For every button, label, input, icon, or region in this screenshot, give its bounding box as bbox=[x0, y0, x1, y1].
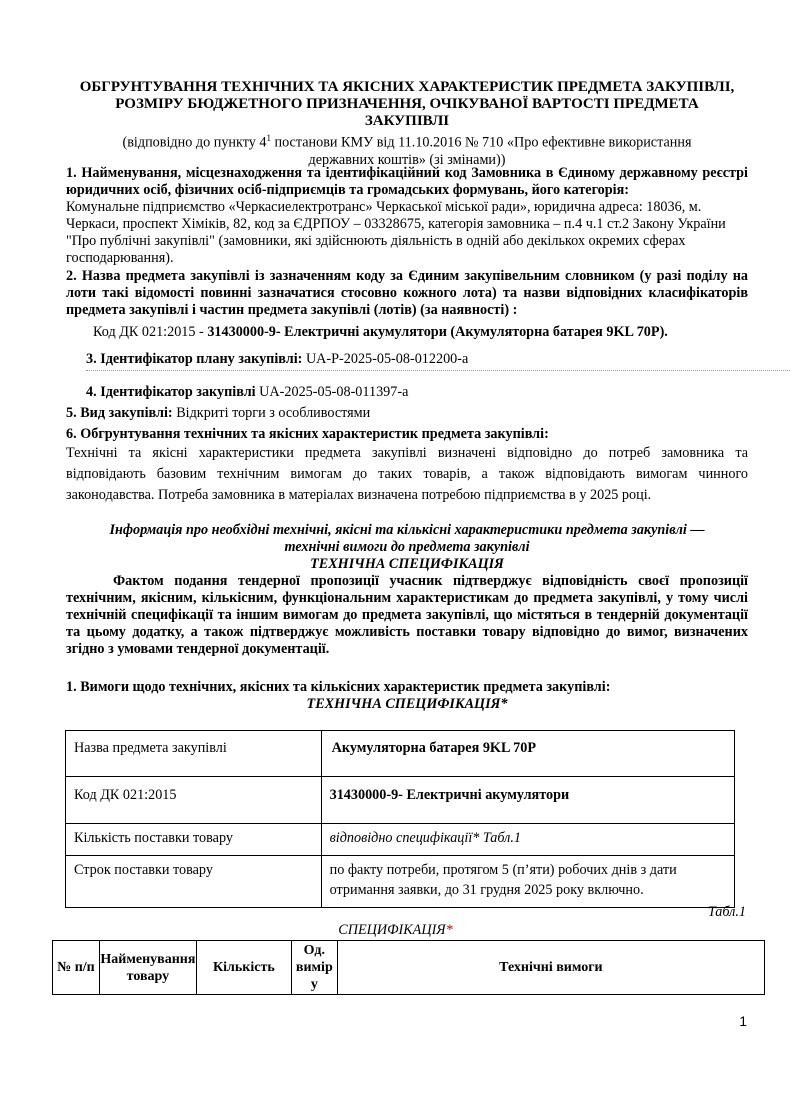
procurement-type-value: Відкриті торги з особливостями bbox=[176, 405, 371, 421]
specification-star: * bbox=[445, 922, 453, 938]
section-3 bbox=[86, 351, 790, 371]
section-4 bbox=[86, 384, 408, 401]
subtitle-text: (відповідно до пункту 4 bbox=[122, 134, 267, 151]
table-reference: Табл.1 bbox=[707, 904, 746, 920]
procurement-type-label: 5. Вид закупівлі: bbox=[66, 405, 177, 421]
subtitle-line: державних коштів» (зі змінами)) bbox=[308, 151, 506, 168]
section-2-heading: 2. Назва предмета закупівлі із зазначенням коду за Єдиним закупівельним словником (у разі поділу на лоти такі відомості повинні зазначатися стосовно кожного лота) та назви відповідних класифікаторів предмета закупівлі і частин предмета закупівлі (лотів) (за наявності) : bbox=[66, 268, 748, 318]
table-row bbox=[66, 777, 735, 824]
table-cell-label: Назва предмета закупівлі bbox=[66, 731, 322, 777]
procurement-summary-table bbox=[65, 730, 735, 908]
declaration-text: Фактом подання тендерної пропозиції учасник підтверджує відповідність своєї пропозиції технічним, якісним, кількісним, функціональним характеристикам до предмета закупівлі, у тому числі технічній специфікації та іншим вимогам до предмета закупівлі, що містяться в тендерній документації та цьому додатку, а також підтверджує можливість поставки товару відповідно до вимог, визначених згідно з умовами тендерної документації. bbox=[66, 573, 748, 657]
table-cell-value bbox=[321, 824, 734, 856]
info-line: технічні вимоги до предмета закупівлі bbox=[284, 539, 530, 555]
section-1-body: Комунальне підприємство «Черкасиелектротранс» Черкаської міської ради», юридична адреса: 18036, м. Черкаси, проспект Хіміків, 82, код за ЄДРПОУ – 03328675, категорія замовника – п.4 ч.1 ст.2 Закону України "Про публічні закупівлі" (замовники, які здійснюють діяльність в одній або декількох окремих сферах господарювання). bbox=[66, 199, 726, 266]
section-1 bbox=[66, 165, 748, 267]
quantity-suffix: * Табл.1 bbox=[472, 830, 522, 846]
document-subtitle bbox=[66, 130, 748, 169]
plan-id-label: 3. Ідентифікатор плану закупівлі: bbox=[86, 351, 306, 367]
table-cell-value: по факту потреби, протягом 5 (п’яти) робочих днів з дати отримання заявки, до 31 грудня 2025 року включно. bbox=[321, 856, 734, 908]
section-2-code bbox=[93, 324, 775, 341]
header-number: № п/п bbox=[53, 941, 100, 995]
header-unit: Од. вимір у bbox=[291, 941, 337, 995]
subtitle-superscript: 1 bbox=[266, 133, 271, 143]
header-technical-requirements: Технічні вимоги bbox=[337, 941, 764, 995]
section-1-heading: 1. Найменування, місцезнаходження та ідентифікаційний код Замовника в Єдиному державному реєстрі юридичних осіб, фізичних осіб-підприємців та громадських формувань, його категорія: bbox=[66, 165, 748, 198]
plan-id-value: UA-P-2025-05-08-012200-a bbox=[305, 351, 469, 367]
page-number: 1 bbox=[739, 1013, 747, 1029]
title-line: ЗАКУПІВЛІ bbox=[364, 113, 450, 129]
section-6-body: Технічні та якісні характеристики предмета закупівлі визначені відповідно до потреб замовника та відповідають базовим технічним вимогам до таких товарів, а також відповідають вимогам чинного законодавства. Потреба замовника в матеріалах визначена потребою підприємства в у 2025 році. bbox=[66, 445, 748, 503]
code-value: 31430000-9- Електричні акумулятори (Акумуляторна батарея 9KL 70P). bbox=[207, 324, 668, 340]
section-5 bbox=[66, 405, 748, 422]
title-line: ОБГРУНТУВАННЯ ТЕХНІЧНИХ ТА ЯКІСНИХ ХАРАКТЕРИСТИК ПРЕДМЕТА ЗАКУПІВЛІ, bbox=[79, 79, 735, 95]
section-6 bbox=[66, 426, 748, 506]
table-cell-value: Акумуляторна батарея 9KL 70P bbox=[321, 731, 734, 777]
table-row bbox=[66, 824, 735, 856]
requirements-heading: 1. Вимоги щодо технічних, якісних та кількісних характеристик предмета закупівлі: bbox=[66, 679, 611, 695]
section-2 bbox=[66, 268, 748, 319]
header-item-name: Найменування товару bbox=[99, 941, 196, 995]
requirements-heading-block bbox=[66, 679, 748, 713]
document-title bbox=[66, 79, 748, 130]
table-cell-label: Кількість поставки товару bbox=[66, 824, 322, 856]
specification-title-text: СПЕЦИФІКАЦІЯ bbox=[338, 922, 446, 938]
specification-title bbox=[0, 922, 791, 939]
specification-table bbox=[52, 940, 765, 995]
code-prefix: Код ДК 021:2015 - bbox=[93, 324, 208, 340]
spec-title: ТЕХНІЧНА СПЕЦИФІКАЦІЯ bbox=[310, 556, 504, 572]
header-quantity: Кількість bbox=[196, 941, 291, 995]
requirements-subtitle: ТЕХНІЧНА СПЕЦИФІКАЦІЯ* bbox=[306, 696, 508, 712]
table-header-row bbox=[53, 941, 765, 995]
table-row bbox=[66, 731, 735, 777]
procurement-id-value: UA-2025-05-08-011397-a bbox=[259, 384, 409, 400]
table-cell-label: Строк поставки товару bbox=[66, 856, 322, 908]
info-line: Інформація про необхідні технічні, якісні та кількісні характеристики предмета закупівлі — bbox=[109, 522, 705, 538]
quantity-value: відповідно специфікації bbox=[329, 830, 473, 846]
section-6-heading: 6. Обгрунтування технічних та якісних характеристик предмета закупівлі: bbox=[66, 426, 549, 442]
table-cell-value: 31430000-9- Електричні акумулятори bbox=[321, 777, 734, 824]
table-row bbox=[66, 856, 735, 908]
title-line: РОЗМІРУ БЮДЖЕТНОГО ПРИЗНАЧЕННЯ, ОЧІКУВАНОЇ ВАРТОСТІ ПРЕДМЕТА bbox=[115, 96, 699, 112]
subtitle-text: постанови КМУ від 11.10.2016 № 710 «Про ефективне використання bbox=[270, 134, 692, 151]
table-cell-label: Код ДК 021:2015 bbox=[66, 777, 322, 824]
info-heading bbox=[66, 522, 748, 573]
procurement-id-label: 4. Ідентифікатор закупівлі bbox=[86, 384, 260, 400]
